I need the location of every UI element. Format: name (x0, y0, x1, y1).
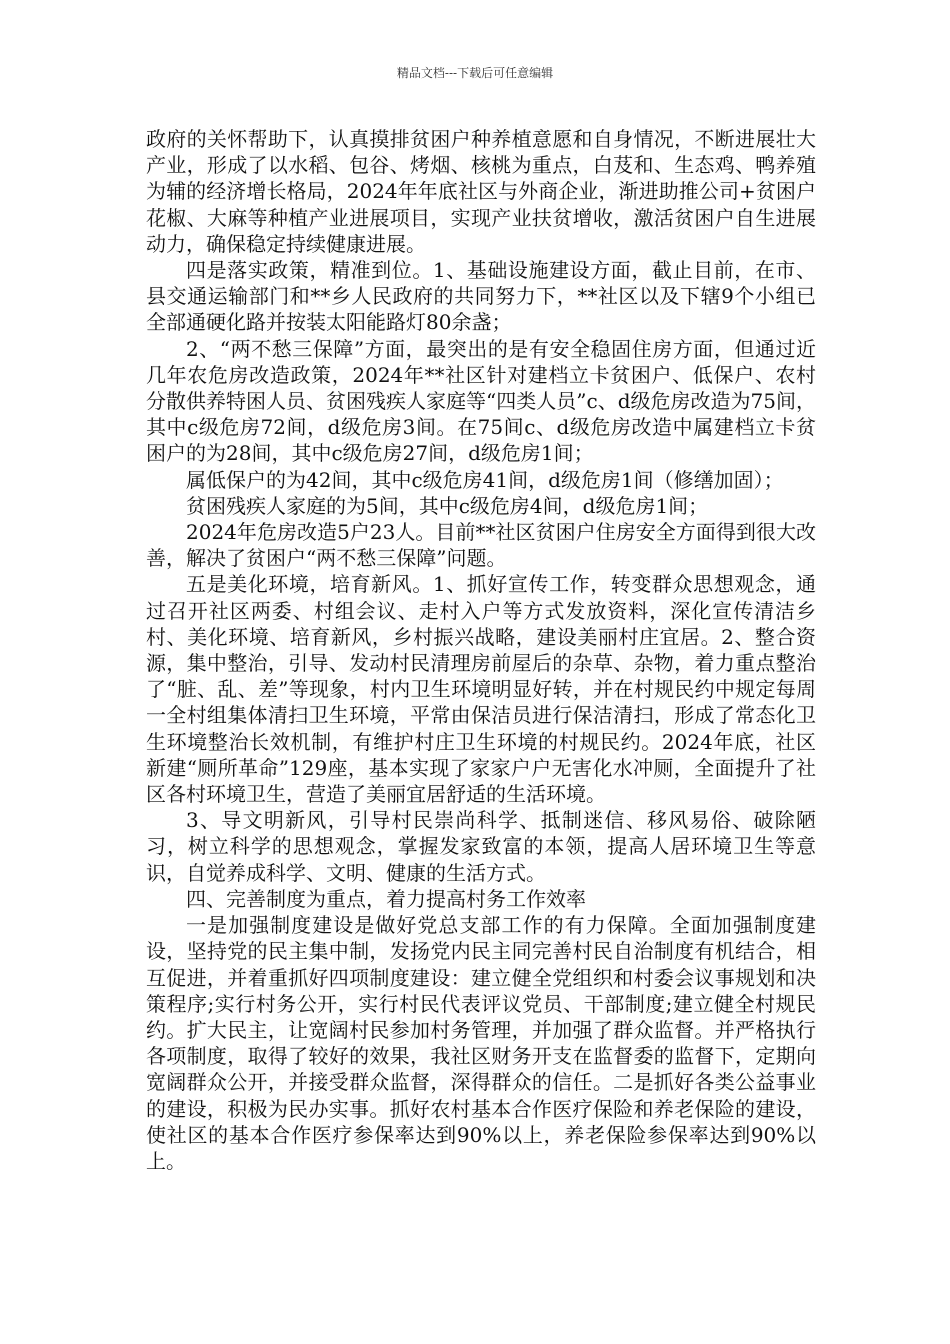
paragraph-1: 政府的关怀帮助下，认真摸排贫困户种养植意愿和自身情况，不断进展壮大产业，形成了以水稻、包谷、烤烟、核桃为重点，白芨和、生态鸡、鸭养殖为辅的经济增长格局，2024年年底社区与外商企业，渐进助推公司+贫困户花椒、大麻等种植产业进展项目，实现产业扶贫增收，激活贫困户自生进展动力，确保稳定持续健康进展。 (146, 127, 816, 256)
paragraph-5: 贫困残疾人家庭的为5间，其中c级危房4间，d级危房1间； (186, 493, 709, 518)
paragraph-4: 属低保户的为42间，其中c级危房41间，d级危房1间（修缮加固）； (186, 467, 784, 492)
document-body (146, 126, 816, 1174)
paragraph-6: 2024年危房改造5户23人。目前**社区贫困户住房安全方面得到很大改善，解决了贫困户“两不愁三保障”问题。 (146, 520, 816, 571)
paragraph-8: 3、导文明新风，引导村民崇尚科学、抵制迷信、移风易俗、破除陋习，树立科学的思想观念，掌握发家致富的本领，提高人居环境卫生等意识，自觉养成科学、文明、健康的生活方式。 (146, 808, 816, 885)
page-header: 精品文档---下载后可任意编辑 (396, 66, 554, 80)
paragraph-3: 2、“两不愁三保障”方面，最突出的是有安全稳固住房方面，但通过近几年农危房改造政策，2024年**社区针对建档立卡贫困户、低保户、农村分散供养特困人员、贫困残疾人家庭等“四类人员”c、d级危房改造为75间，其中c级危房72间，d级危房3间。在75间c、d级危房改造中属建档立卡贫困户的为28间，其中c级危房27间，d级危房1间； (146, 336, 816, 466)
paragraph-7: 五是美化环境，培育新风。1、抓好宣传工作，转变群众思想观念，通过召开社区两委、村组会议、走村入户等方式发放资料，深化宣传清洁乡村、美化环境、培育新风，乡村振兴战略，建设美丽村庄宜居。2、整合资源，集中整治，引导、发动村民清理房前屋后的杂草、杂物，着力重点整治了“脏、乱、差”等现象，村内卫生环境明显好转，并在村规民约中规定每周一全村组集体清扫卫生环境，平常由保洁员进行保洁清扫，形成了常态化卫生环境整治长效机制，有维护村庄卫生环境的村规民约。2024年底，社区新建“厕所革命”129座，基本实现了家家户户无害化水冲厕，全面提升了社区各村环境卫生，营造了美丽宜居舒适的生活环境。 (146, 572, 816, 807)
section-heading: 四、完善制度为重点，着力提高村务工作效率 (186, 886, 586, 911)
paragraph-10: 一是加强制度建设是做好党总支部工作的有力保障。全面加强制度建设，坚持党的民主集中制，发扬党内民主同完善村民自治制度有机结合，相互促进，并着重抓好四项制度建设：建立健全党组织和村委会议事规划和决策程序;实行村务公开，实行村民代表评议党员、干部制度;建立健全村规民约。扩大民主，让宽阔村民参加村务管理，并加强了群众监督。并严格执行各项制度，取得了较好的效果，我社区财务开支在监督委的监督下，定期向宽阔群众公开，并接受群众监督，深得群众的信任。二是抓好各类公益事业的建设，积极为民办实事。抓好农村基本合作医疗保险和养老保险的建设，使社区的基本合作医疗参保率达到90%以上，养老保险参保率达到90%以上。 (146, 913, 816, 1173)
paragraph-2: 四是落实政策，精准到位。1、基础设施建设方面，截止目前，在市、县交通运输部门和**乡人民政府的共同努力下，**社区以及下辖9个小组已全部通硬化路并按装太阳能路灯80余盏； (146, 258, 816, 335)
